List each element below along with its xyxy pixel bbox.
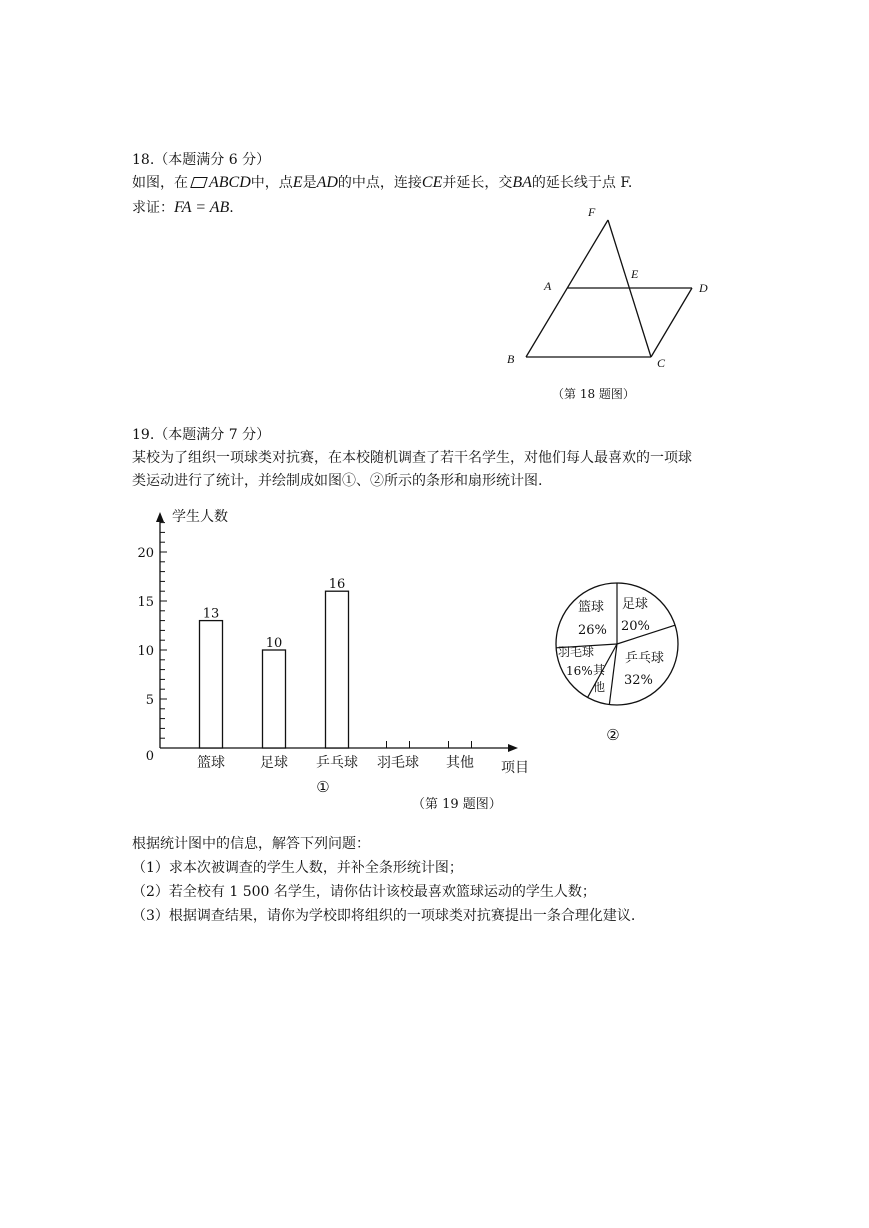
q18-segment-ce: CE [421, 174, 443, 191]
y-tick-label: 20 [137, 546, 154, 561]
q18-text-mid3: 的中点，连接 [337, 175, 422, 191]
category-label: 羽毛球 [377, 755, 419, 771]
label-b: B [507, 352, 515, 366]
q19-intro-2: 类运动进行了统计，并绘制成如图①、②所示的条形和扇形统计图. [132, 473, 543, 489]
q19-heading: 19.（本题满分 7 分） [132, 427, 271, 443]
q19-caption: （第 19 题图） [412, 797, 502, 812]
bar-chart [137, 508, 529, 796]
bar [263, 650, 286, 748]
category-label: 篮球 [197, 755, 225, 771]
q18-text-mid4: 并延长，交 [442, 175, 513, 191]
label-e: E [631, 267, 639, 281]
x-axis-label: 项目 [501, 760, 529, 776]
pie-slice-percent: 16% [566, 664, 593, 678]
q18-prove-post: . [229, 200, 234, 216]
pie-slice-percent: 26% [578, 623, 607, 638]
bar [200, 621, 223, 748]
q18-segment-ba: BA [512, 174, 532, 191]
q18-text-post: 的延长线于点 F. [531, 175, 633, 191]
q18-caption: （第 18 题图） [552, 387, 635, 401]
category-label: 乒乓球 [316, 755, 358, 771]
q18-parallelogram-name: ABCD [209, 174, 251, 191]
pie-chart [556, 583, 678, 744]
q19-intro-1: 某校为了组织一项球类对抗赛，在本校随机调查了若干名学生，对他们每人最喜欢的一项球 [132, 450, 692, 466]
y-tick-label: 10 [137, 644, 154, 659]
q18-point-e: E [292, 174, 303, 191]
y-tick-label: 15 [137, 595, 154, 610]
bar-value-label: 16 [328, 577, 346, 593]
category-label: 其他 [446, 755, 474, 771]
pie-slice-label: 篮球 [578, 600, 605, 615]
label-d: D [699, 281, 708, 295]
x-axis-arrow-icon [508, 744, 518, 752]
q19-question-3: （3）根据调查结果，请你为学校即将组织的一项球类对抗赛提出一条合理化建议. [132, 908, 636, 924]
bar-chart-marker: ① [316, 778, 330, 796]
pie-slice-label: 羽毛球 [558, 645, 595, 659]
y-tick-label: 5 [145, 693, 154, 708]
q18-text-mid2: 是 [302, 175, 317, 191]
bar-value-label: 13 [202, 606, 220, 622]
pie-slice-label: 他 [592, 680, 606, 694]
q18-text-mid1: 中，点 [250, 175, 293, 191]
q19-question-1: （1）求本次被调查的学生人数，并补全条形统计图； [132, 860, 463, 876]
pie-slice-percent: 32% [624, 673, 653, 688]
q18-prove-pre: 求证： [132, 200, 174, 216]
bar-value-label: 10 [265, 636, 283, 651]
pie-slice-label: 足球 [622, 597, 649, 612]
pie-slice-label: 乒乓球 [625, 651, 665, 666]
pie-slice-percent: 20% [621, 619, 650, 634]
q19-questions-intro: 根据统计图中的信息，解答下列问题： [132, 836, 370, 852]
y-axis-arrow-icon [156, 512, 164, 522]
q18-segment-ad: AD [316, 174, 338, 191]
label-c: C [657, 356, 666, 370]
q19-question-2: （2）若全校有 1 500 名学生，请你估计该校最喜欢篮球运动的学生人数； [132, 884, 596, 900]
y-axis-label: 学生人数 [172, 509, 228, 525]
y-tick-label: 0 [145, 749, 154, 764]
q18-text-pre: 如图，在 [132, 175, 188, 191]
pie-slice-label: 其 [592, 663, 606, 677]
label-a: A [544, 279, 552, 293]
pie-chart-marker: ② [606, 726, 620, 744]
bar [326, 591, 349, 748]
q18-heading: 18.（本题满分 6 分） [132, 152, 271, 168]
label-f: F [588, 205, 596, 219]
q18-prove-formula: FA = AB [174, 199, 230, 216]
category-label: 足球 [260, 755, 288, 771]
